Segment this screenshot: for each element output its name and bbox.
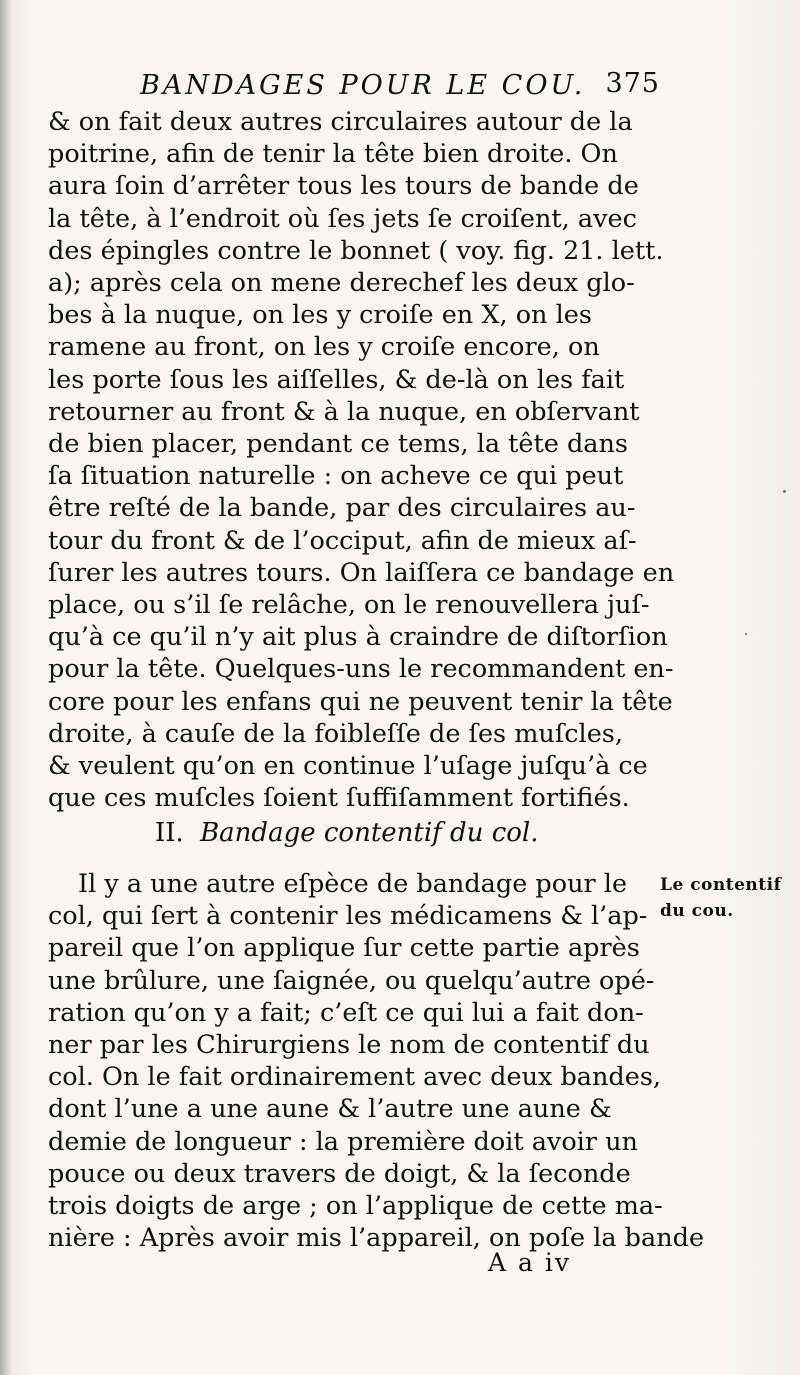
text-line: dont l’une a une aune & l’autre une aune &: [48, 1094, 612, 1125]
text-line: Il y a une autre eſpèce de bandage pour le: [78, 869, 628, 899]
text-line: être reſté de la bande, par des circulaires au-: [48, 493, 636, 524]
text-line: poitrine, afin de tenir la tête bien droite. On: [48, 139, 618, 170]
section-numeral: II.: [155, 818, 184, 848]
text-line: les porte ſous les aiſſelles, & de-là on les fait: [48, 364, 625, 395]
text-line: trois doigts de arge ; on l’applique de cette ma-: [48, 1191, 663, 1222]
text-line: bes à la nuque, on les y croiſe en X, on les: [48, 300, 592, 331]
text-line: la tête, à l’endroit où ſes jets ſe croiſent, avec: [48, 203, 637, 234]
paragraph-1: [48, 106, 675, 814]
text-line: place, ou s’il ſe relâche, on le renouvellera juſ-: [48, 590, 650, 621]
running-header: [140, 70, 660, 101]
text-line: ner par les Chirurgiens le nom de contentif du: [48, 1030, 650, 1061]
text-line: pour la tête. Quelques-uns le recommandent en-: [48, 654, 674, 685]
text-line: droite, à cauſe de la foibleſſe de ſes muſcles,: [48, 718, 623, 749]
text-line: core pour les enfans qui ne peuvent tenir la tête: [48, 686, 673, 717]
text-line: des épingles contre le bonnet ( voy. fig. 21. lett.: [48, 235, 664, 266]
text-line: ſa ſituation naturelle : on acheve ce qui peut: [48, 461, 624, 492]
text-line: que ces muſcles ſoient ſuffiſamment fortifiés.: [48, 783, 630, 814]
text-line: aura ſoin d’arrêter tous les tours de bande de: [48, 171, 639, 202]
text-line: tour du front & de l’occiput, afin de mieux aſ-: [48, 525, 637, 556]
marginal-note-line: Le contentif: [660, 875, 782, 895]
text-line: qu’à ce qu’il n’y ait plus à craindre de diſtorſion: [48, 622, 668, 653]
text-line: de bien placer, pendant ce tems, la tête dans: [48, 429, 628, 460]
text-line: retourner au front & à la nuque, en obſervant: [48, 396, 640, 427]
marginal-note-line: du cou.: [660, 901, 734, 921]
text-line: & veulent qu’on en continue l’uſage juſqu’à ce: [48, 751, 648, 782]
text-line: & on fait deux autres circulaires autour de la: [48, 107, 633, 137]
signature-mark: A a iv: [488, 1248, 571, 1277]
text-line: pouce ou deux travers de doigt, & la ſeconde: [48, 1158, 631, 1189]
section-title: Bandage contentif du col.: [200, 818, 539, 848]
text-line: a); après cela on mene derechef les deux glo-: [48, 268, 635, 299]
text-line: demie de longueur : la première doit avoir un: [48, 1126, 638, 1157]
paper-speck: [783, 490, 786, 493]
text-line: col. On le fait ordinairement avec deux bandes,: [48, 1062, 662, 1093]
text-line: ſurer les autres tours. On laiſſera ce bandage en: [48, 557, 675, 588]
text-line: col, qui ſert à contenir les médicamens & l’ap-: [48, 901, 648, 932]
paper-speck: [745, 633, 747, 635]
text-line: ration qu’on y a fait; c’eſt ce qui lui a fait don-: [48, 997, 644, 1028]
text-line: pareil que l’on applique ſur cette partie après: [48, 933, 640, 964]
text-line: nière : Après avoir mis l’appareil, on poſe la bande: [48, 1223, 705, 1254]
marginal-note: [660, 872, 790, 924]
gutter-shadow: [0, 0, 12, 1375]
page-number: 375: [605, 68, 660, 99]
text-line: ramene au front, on les y croiſe encore, on: [48, 332, 600, 363]
running-title: BANDAGES POUR LE COU.: [140, 70, 586, 101]
text-line: une brûlure, une ſaignée, ou quelqu’autre opé-: [48, 965, 655, 996]
section-heading: [155, 818, 539, 848]
